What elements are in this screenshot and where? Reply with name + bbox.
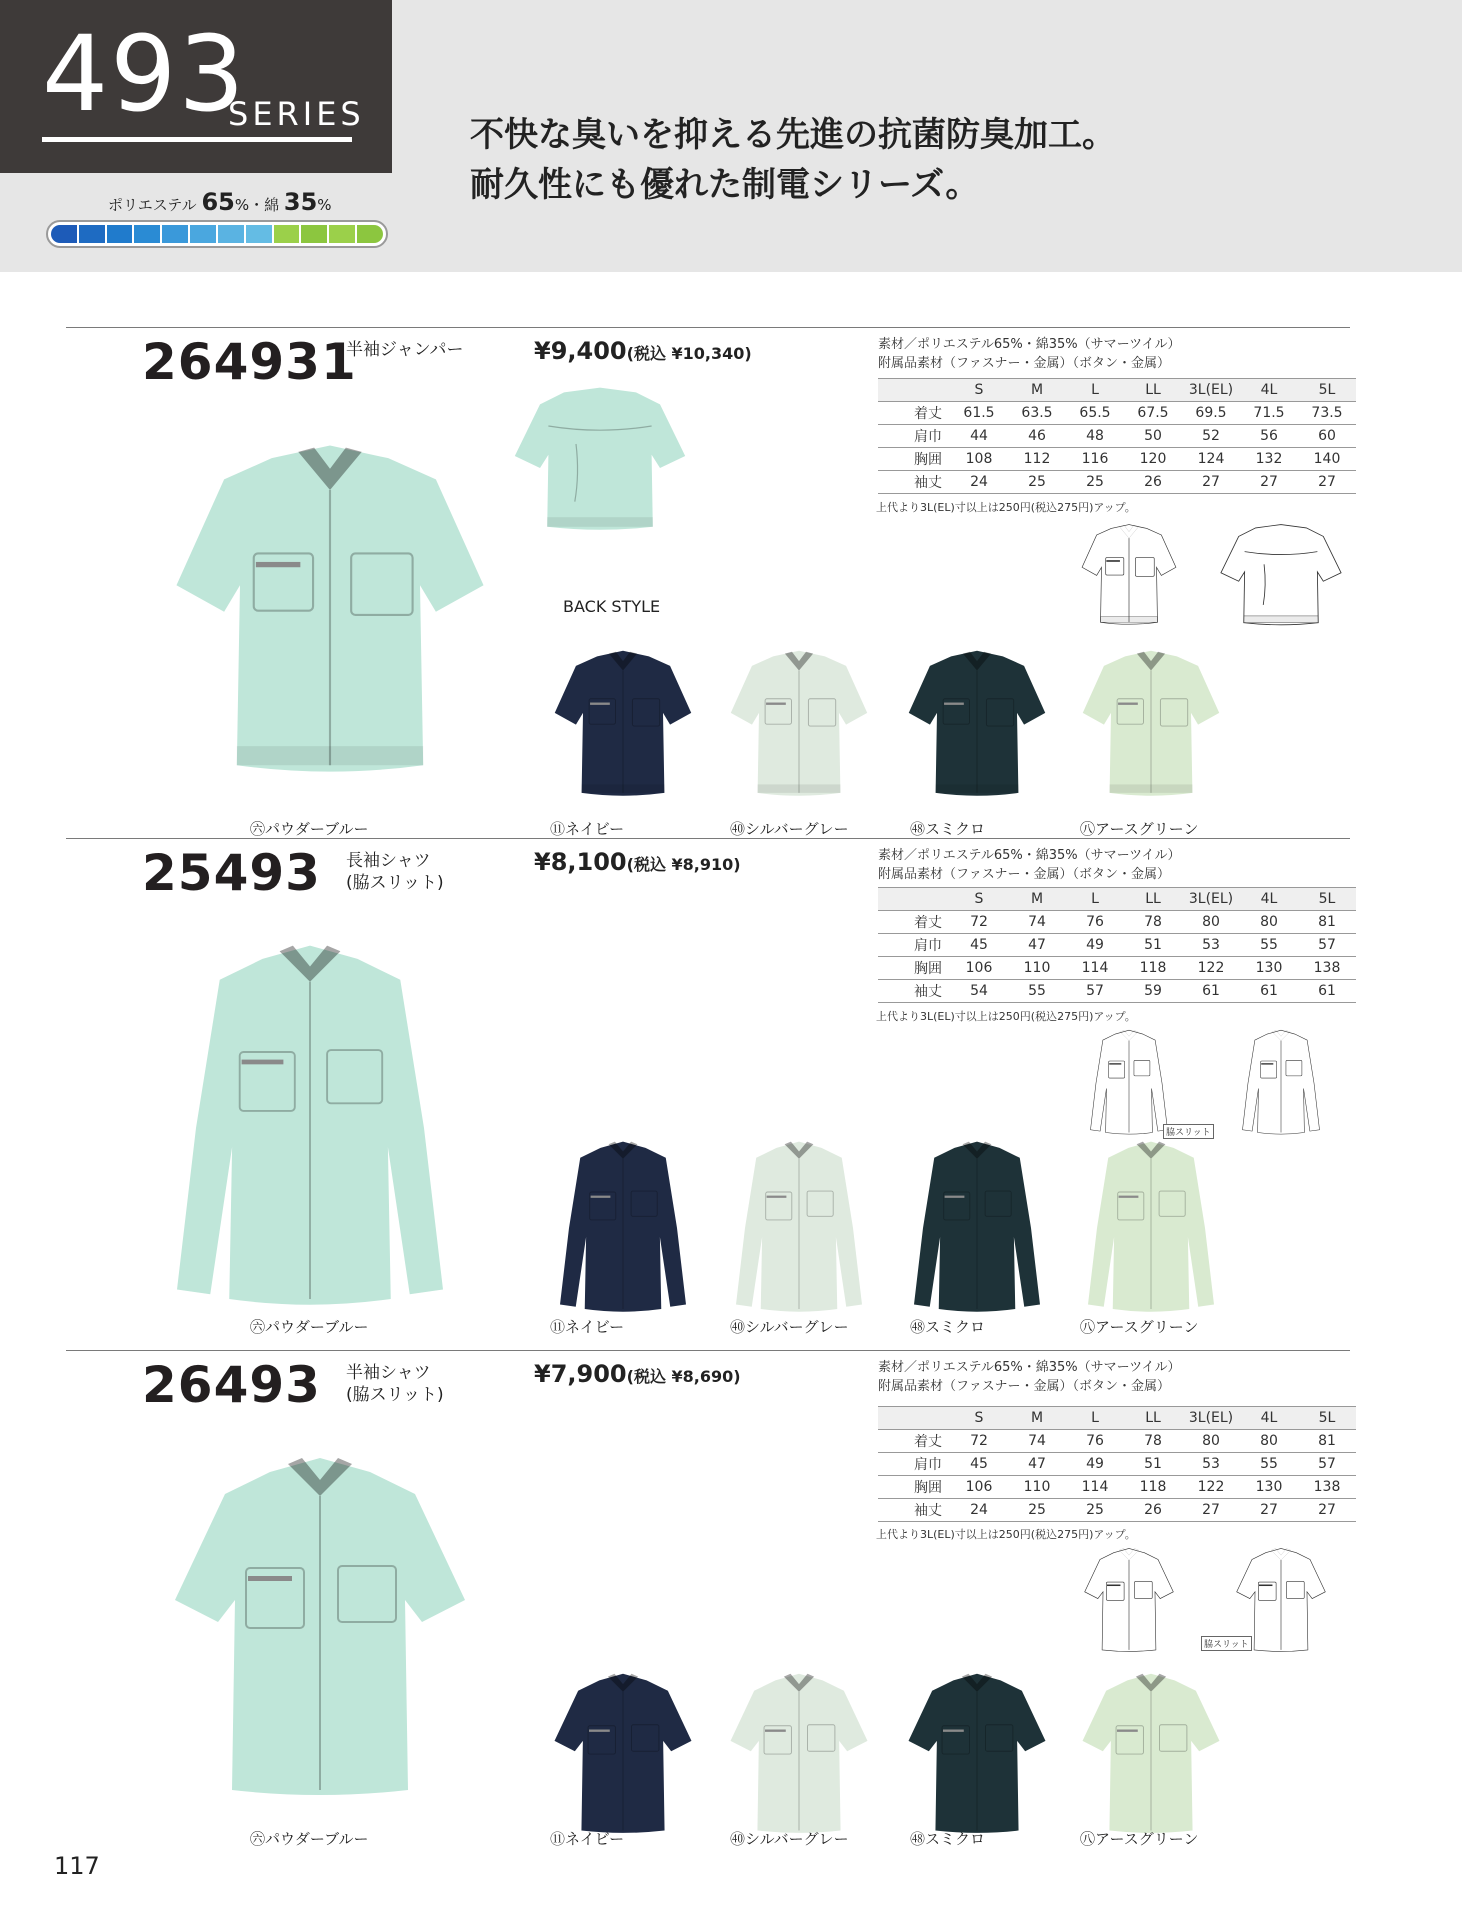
size-header: 4L [1240, 888, 1298, 911]
color-variant-caption: ㊇アースグリーン [1080, 820, 1199, 838]
headline-line-2: 耐久性にも優れた制電シリーズ。 [470, 165, 980, 205]
size-header: 5L [1298, 1407, 1356, 1430]
product-section-25493 [0, 838, 1462, 1358]
size-row [878, 425, 1356, 448]
measure-value: 55 [1240, 934, 1298, 957]
color-variant-photo [1076, 1670, 1226, 1840]
size-price-note: 上代より3L(EL)寸以上は250円(税込275円)アップ。 [876, 1528, 1136, 1541]
measure-value: 81 [1298, 1430, 1356, 1453]
measure-value: 110 [1008, 957, 1066, 980]
size-header: S [950, 379, 1008, 402]
measure-value: 63.5 [1008, 402, 1066, 425]
measure-value: 78 [1124, 911, 1182, 934]
technical-drawing-front [1054, 1028, 1204, 1138]
measure-value: 124 [1182, 448, 1240, 471]
measure-value: 65.5 [1066, 402, 1124, 425]
material-line: 素材／ポリエステル65%・綿35%（サマーツイル） [878, 1360, 1181, 1375]
measure-label: 袖丈 [878, 471, 950, 494]
measure-value: 57 [1298, 1453, 1356, 1476]
color-variant-caption: ⑪ネイビー [550, 1830, 625, 1848]
accessory-material-line: 附属品素材（ファスナー・金属）（ボタン・金属） [878, 356, 1170, 371]
measure-value: 140 [1298, 448, 1356, 471]
measure-value: 122 [1182, 957, 1240, 980]
accessory-material-line: 附属品素材（ファスナー・金属）（ボタン・金属） [878, 1379, 1170, 1394]
size-header: LL [1124, 888, 1182, 911]
measure-label: 胸囲 [878, 957, 950, 980]
size-header: LL [1124, 1407, 1182, 1430]
color-variant-photo [548, 1138, 698, 1318]
measure-value: 25 [1008, 471, 1066, 494]
measure-label: 袖丈 [878, 980, 950, 1003]
color-variant-caption: ㊽スミクロ [910, 820, 986, 838]
size-chart [878, 887, 1356, 1003]
size-header: M [1008, 888, 1066, 911]
size-header-blank [878, 1407, 950, 1430]
measure-value: 27 [1298, 471, 1356, 494]
measure-value: 71.5 [1240, 402, 1298, 425]
measure-label: 着丈 [878, 911, 950, 934]
size-header: S [950, 1407, 1008, 1430]
color-variant-photo [724, 647, 874, 807]
measure-value: 50 [1124, 425, 1182, 448]
headline-line-1: 不快な臭いを抑える先進の抗菌防臭加工。 [470, 115, 1116, 155]
measure-value: 122 [1182, 1476, 1240, 1499]
size-row [878, 980, 1356, 1003]
color-variant-caption: ㊽スミクロ [910, 1318, 986, 1336]
measure-value: 61 [1298, 980, 1356, 1003]
side-slit-label: 脇スリット [1201, 1636, 1252, 1651]
measure-value: 24 [950, 471, 1008, 494]
measure-value: 73.5 [1298, 402, 1356, 425]
size-header: 5L [1298, 888, 1356, 911]
measure-label: 着丈 [878, 402, 950, 425]
size-row [878, 1499, 1356, 1522]
product-name: 半袖ジャンパー [346, 340, 464, 360]
measure-label: 着丈 [878, 1430, 950, 1453]
fabric-composition: ポリエステル 65%・綿 35% [108, 188, 332, 216]
measure-value: 61 [1240, 980, 1298, 1003]
measure-value: 108 [950, 448, 1008, 471]
polyester-segment [107, 225, 133, 243]
measure-value: 130 [1240, 957, 1298, 980]
size-header-row [878, 888, 1356, 911]
color-variant-caption: ㊵シルバーグレー [730, 820, 849, 838]
product-price [534, 1360, 741, 1388]
technical-drawing-back [1206, 1028, 1356, 1138]
size-header: 3L(EL) [1182, 379, 1240, 402]
size-chart [878, 1406, 1356, 1522]
price-tax-included: (税込 ¥8,910) [626, 855, 741, 874]
size-price-note: 上代より3L(EL)寸以上は250円(税込275円)アップ。 [876, 501, 1136, 514]
back-style-photo [510, 377, 690, 547]
measure-value: 60 [1298, 425, 1356, 448]
size-header-blank [878, 888, 950, 911]
measure-value: 55 [1008, 980, 1066, 1003]
cotton-segment [274, 225, 300, 243]
back-style-caption: BACK STYLE [563, 597, 661, 616]
page-number: 117 [54, 1852, 100, 1880]
color-variant-photo [548, 1670, 698, 1840]
measure-value: 78 [1124, 1430, 1182, 1453]
main-product-photo [160, 938, 460, 1318]
price-tax-included: (税込 ¥10,340) [626, 344, 752, 363]
section-divider [66, 1350, 1350, 1351]
measure-value: 72 [950, 1430, 1008, 1453]
measure-value: 47 [1008, 934, 1066, 957]
measure-value: 46 [1008, 425, 1066, 448]
measure-value: 51 [1124, 934, 1182, 957]
measure-value: 26 [1124, 1499, 1182, 1522]
color-variant-photo [724, 1138, 874, 1318]
measure-value: 53 [1182, 934, 1240, 957]
product-number: 26493 [142, 1356, 321, 1414]
measure-value: 25 [1008, 1499, 1066, 1522]
size-header: L [1066, 888, 1124, 911]
polyester-segment [134, 225, 160, 243]
measure-value: 118 [1124, 1476, 1182, 1499]
color-variant-photo [902, 647, 1052, 807]
measure-value: 27 [1240, 471, 1298, 494]
size-header: M [1008, 1407, 1066, 1430]
color-variant-caption: ㊇アースグリーン [1080, 1318, 1199, 1336]
measure-value: 25 [1066, 1499, 1124, 1522]
series-number: 493 [42, 13, 247, 135]
measure-value: 52 [1182, 425, 1240, 448]
measure-value: 138 [1298, 957, 1356, 980]
measure-value: 114 [1066, 957, 1124, 980]
series-word: SERIES [228, 95, 365, 133]
product-price [534, 848, 741, 876]
size-row [878, 957, 1356, 980]
measure-value: 45 [950, 1453, 1008, 1476]
product-number: 25493 [142, 844, 321, 902]
measure-value: 49 [1066, 934, 1124, 957]
measure-value: 67.5 [1124, 402, 1182, 425]
size-row [878, 402, 1356, 425]
measure-label: 肩巾 [878, 425, 950, 448]
size-header: 4L [1240, 379, 1298, 402]
measure-value: 74 [1008, 911, 1066, 934]
measure-value: 130 [1240, 1476, 1298, 1499]
main-color-caption: ㊅パウダーブルー [250, 820, 369, 838]
measure-value: 47 [1008, 1453, 1066, 1476]
section-divider [66, 327, 1350, 328]
color-variant-photo [548, 647, 698, 807]
polyester-segment [218, 225, 244, 243]
cotton-segment [329, 225, 355, 243]
measure-value: 80 [1240, 1430, 1298, 1453]
measure-value: 80 [1240, 911, 1298, 934]
measure-value: 59 [1124, 980, 1182, 1003]
measure-value: 80 [1182, 1430, 1240, 1453]
color-variant-caption: ㊽スミクロ [910, 1830, 986, 1848]
side-slit-label: 脇スリット [1163, 1124, 1214, 1139]
series-badge [0, 0, 392, 173]
section-divider [66, 838, 1350, 839]
measure-value: 74 [1008, 1430, 1066, 1453]
measure-value: 26 [1124, 471, 1182, 494]
measure-value: 80 [1182, 911, 1240, 934]
measure-value: 76 [1066, 911, 1124, 934]
measure-value: 138 [1298, 1476, 1356, 1499]
material-line: 素材／ポリエステル65%・綿35%（サマーツイル） [878, 848, 1181, 863]
size-row [878, 1476, 1356, 1499]
size-row [878, 1430, 1356, 1453]
measure-value: 61 [1182, 980, 1240, 1003]
price-value: ¥8,100 [534, 848, 627, 876]
measure-value: 49 [1066, 1453, 1124, 1476]
fabric-ratio-bar [46, 220, 388, 248]
size-header: 5L [1298, 379, 1356, 402]
color-variant-caption: ⑪ネイビー [550, 1318, 625, 1336]
measure-value: 61.5 [950, 402, 1008, 425]
measure-label: 袖丈 [878, 1499, 950, 1522]
main-product-photo [130, 437, 530, 797]
measure-value: 110 [1008, 1476, 1066, 1499]
measure-value: 27 [1240, 1499, 1298, 1522]
product-price [534, 337, 752, 365]
polyester-segment [51, 225, 77, 243]
polyester-segment [246, 225, 272, 243]
material-info [878, 335, 1180, 373]
size-row [878, 911, 1356, 934]
main-color-caption: ㊅パウダーブルー [250, 1318, 369, 1336]
measure-value: 48 [1066, 425, 1124, 448]
measure-label: 胸囲 [878, 1476, 950, 1499]
measure-value: 114 [1066, 1476, 1124, 1499]
measure-value: 25 [1066, 471, 1124, 494]
product-number: 264931 [142, 333, 357, 391]
polyester-segment [79, 225, 105, 243]
product-section-26493 [0, 1350, 1462, 1870]
measure-value: 54 [950, 980, 1008, 1003]
measure-value: 106 [950, 957, 1008, 980]
measure-value: 72 [950, 911, 1008, 934]
size-header: M [1008, 379, 1066, 402]
cotton-segment [301, 225, 327, 243]
measure-value: 24 [950, 1499, 1008, 1522]
color-variant-photo [902, 1138, 1052, 1318]
measure-value: 76 [1066, 1430, 1124, 1453]
measure-value: 27 [1182, 1499, 1240, 1522]
measure-value: 120 [1124, 448, 1182, 471]
series-underline [42, 137, 352, 142]
color-variant-photo [1076, 647, 1226, 807]
measure-label: 肩巾 [878, 934, 950, 957]
polyester-segment [190, 225, 216, 243]
color-variant-caption: ㊵シルバーグレー [730, 1318, 849, 1336]
size-header: 4L [1240, 1407, 1298, 1430]
measure-value: 56 [1240, 425, 1298, 448]
size-chart [878, 378, 1356, 494]
size-header-blank [878, 379, 950, 402]
measure-value: 57 [1298, 934, 1356, 957]
main-product-photo [140, 1450, 500, 1810]
measure-label: 胸囲 [878, 448, 950, 471]
measure-value: 132 [1240, 448, 1298, 471]
size-header: 3L(EL) [1182, 888, 1240, 911]
technical-drawing-back [1206, 522, 1356, 632]
measure-value: 27 [1298, 1499, 1356, 1522]
size-header: S [950, 888, 1008, 911]
product-section-264931 [0, 327, 1462, 847]
product-name: 長袖シャツ (脇スリット) [346, 851, 444, 893]
headline [470, 110, 1116, 210]
technical-drawing-front [1054, 1546, 1204, 1656]
color-variant-caption: ㊇アースグリーン [1080, 1830, 1199, 1848]
measure-value: 118 [1124, 957, 1182, 980]
color-variant-caption: ⑪ネイビー [550, 820, 625, 838]
measure-value: 112 [1008, 448, 1066, 471]
size-row [878, 471, 1356, 494]
size-header: LL [1124, 379, 1182, 402]
size-header: L [1066, 1407, 1124, 1430]
price-tax-included: (税込 ¥8,690) [626, 1367, 741, 1386]
color-variant-caption: ㊵シルバーグレー [730, 1830, 849, 1848]
measure-value: 69.5 [1182, 402, 1240, 425]
technical-drawing-front [1054, 522, 1204, 632]
size-row [878, 934, 1356, 957]
size-row [878, 448, 1356, 471]
product-name: 半袖シャツ (脇スリット) [346, 1363, 444, 1405]
measure-value: 45 [950, 934, 1008, 957]
size-header: 3L(EL) [1182, 1407, 1240, 1430]
size-price-note: 上代より3L(EL)寸以上は250円(税込275円)アップ。 [876, 1010, 1136, 1023]
price-value: ¥7,900 [534, 1360, 627, 1388]
accessory-material-line: 附属品素材（ファスナー・金属）（ボタン・金属） [878, 867, 1170, 882]
color-variant-photo [724, 1670, 874, 1840]
price-value: ¥9,400 [534, 337, 627, 365]
measure-value: 44 [950, 425, 1008, 448]
size-row [878, 1453, 1356, 1476]
measure-value: 81 [1298, 911, 1356, 934]
size-header: L [1066, 379, 1124, 402]
measure-value: 27 [1182, 471, 1240, 494]
polyester-segment [162, 225, 188, 243]
size-header-row [878, 379, 1356, 402]
material-info [878, 846, 1180, 884]
cotton-segment [357, 225, 383, 243]
measure-value: 106 [950, 1476, 1008, 1499]
color-variant-photo [1076, 1138, 1226, 1318]
measure-label: 肩巾 [878, 1453, 950, 1476]
material-info [878, 1358, 1180, 1396]
measure-value: 53 [1182, 1453, 1240, 1476]
main-color-caption: ㊅パウダーブルー [250, 1830, 369, 1848]
measure-value: 116 [1066, 448, 1124, 471]
color-variant-photo [902, 1670, 1052, 1840]
size-header-row [878, 1407, 1356, 1430]
measure-value: 55 [1240, 1453, 1298, 1476]
material-line: 素材／ポリエステル65%・綿35%（サマーツイル） [878, 337, 1181, 352]
measure-value: 57 [1066, 980, 1124, 1003]
measure-value: 51 [1124, 1453, 1182, 1476]
